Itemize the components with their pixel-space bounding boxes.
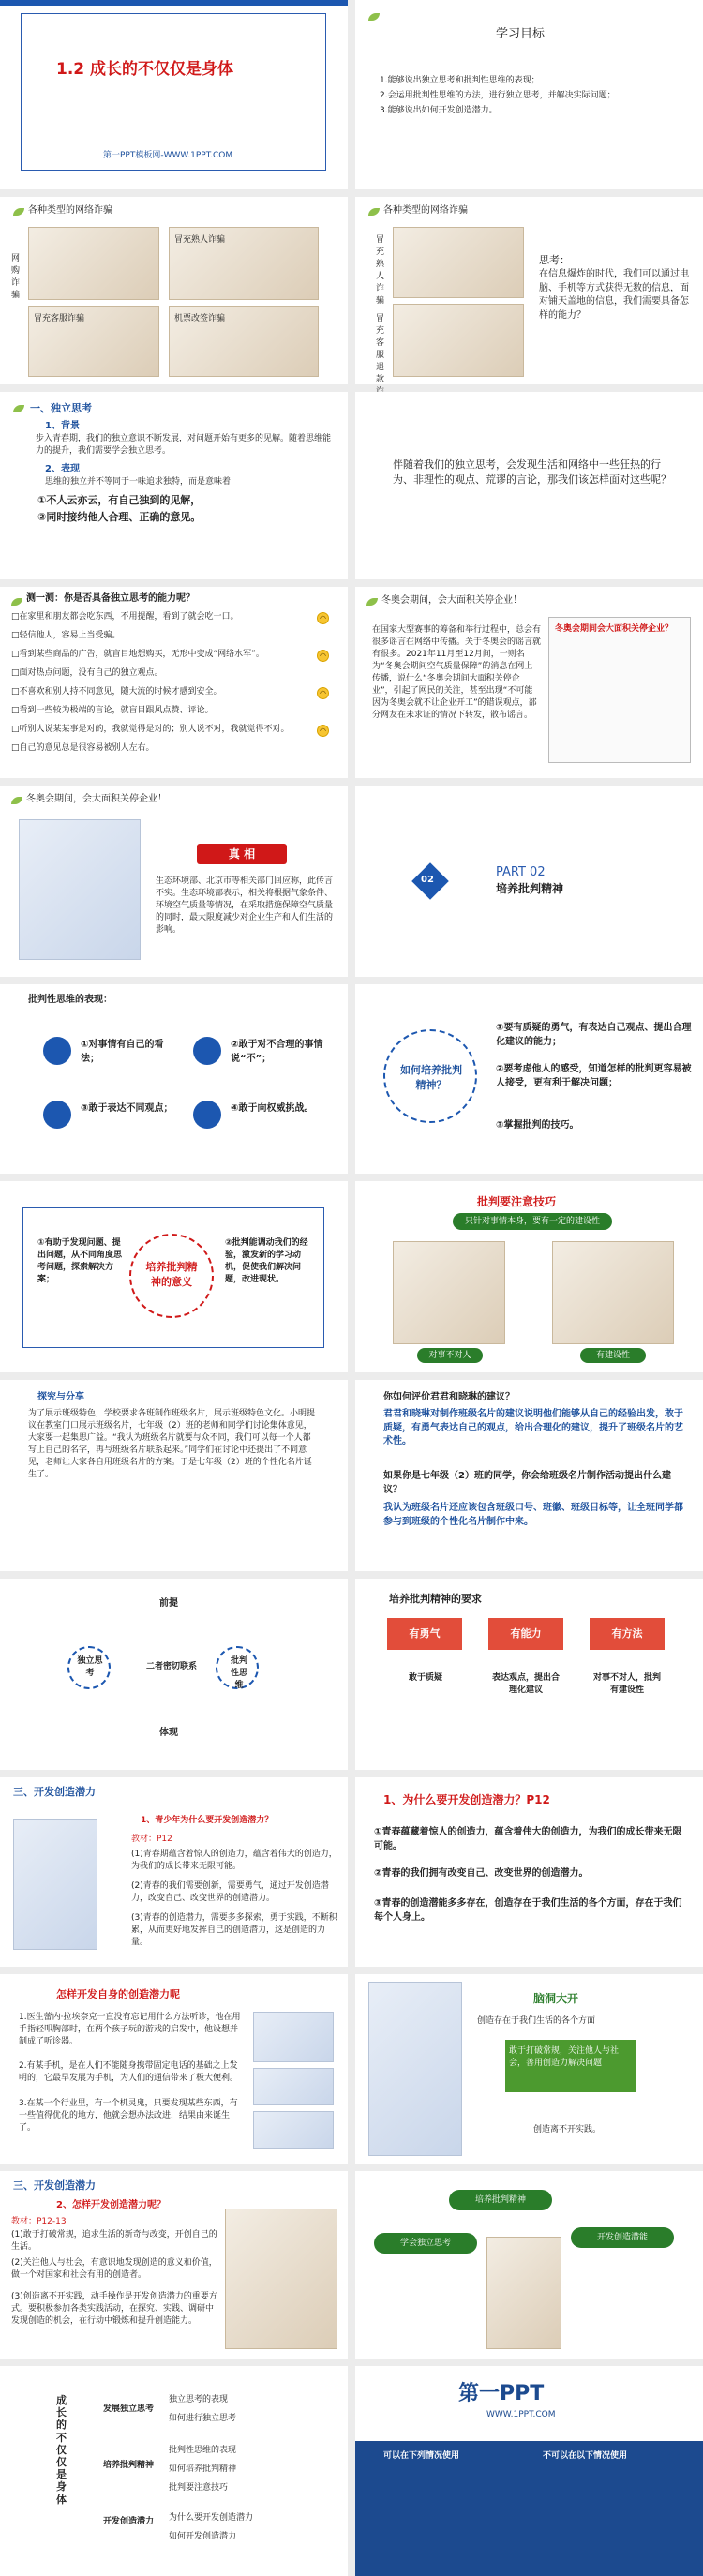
fraud-label: 各种类型的网络诈骗: [28, 205, 112, 216]
why-title: 1、为什么要开发创造潜力？P12: [383, 1793, 550, 1806]
slide-relation[interactable]: [0, 1579, 348, 1770]
leaf-icon: [368, 208, 380, 216]
develop-item: (2)关注他人与社会，有意识地发现创造的意义和价值，做一个对国家和社会有用的创造者。: [11, 2258, 217, 2281]
brainstorm-title: 脑洞大开: [533, 1992, 579, 2005]
why-item: (2)青春的我们需要创新，需要勇气，通过开发创造潜力，改变自己、改变世界的创造潜力。: [131, 1881, 329, 1904]
test-item[interactable]: □听别人说某某事是对的，我就觉得是对的；别人说不对，我就觉得不对。: [11, 725, 290, 734]
leaf-icon: [13, 208, 24, 216]
explore-heading: 探究与分享: [37, 1392, 84, 1402]
license-col1: 可以在下列情况使用: [383, 2451, 460, 2461]
fish-image: [253, 2111, 334, 2149]
how-item: 3.在某一个行业里，有一个机灵鬼，只要发现某些东西，有一些值得优化的地方，他就会想办法改进，结果由来诞生了。: [19, 2099, 238, 2134]
node-circle: [43, 1101, 71, 1129]
why-question: 1、青少年为什么要开发创造潜力？: [141, 1816, 274, 1825]
skills-sub: 只针对事情本身，要有一定的建设性: [453, 1213, 612, 1230]
why-item: (3)青春的创造潜力，需要多多探索，勇于实践，不断积累，从而更好地发挥自己的创造潜力，这是创造的力量。: [131, 1913, 337, 1948]
brainstorm-box: 敢于打破常规，关注他人与社会，善用创造力解决问题: [505, 2040, 636, 2092]
mindmap-leaf: 如何开发创造潜力: [169, 2532, 237, 2541]
req-card: 有勇气: [387, 1618, 462, 1650]
slide-face-opinions[interactable]: [355, 392, 703, 579]
textbook-tag: 教材：P12: [131, 1835, 172, 1844]
mindmap-node: 培养批判精神: [103, 2461, 155, 2470]
why-item: (1)青春期蕴含着惊人的创造力，蕴含着伟大的创造力，为我们的成长带来无限可能。: [131, 1850, 337, 1872]
node-circle: [43, 1037, 71, 1065]
test-item[interactable]: □自己的意见总是很容易被别人左右。: [11, 743, 155, 753]
section-heading: 三、开发创造潜力: [13, 1786, 96, 1798]
slide-title-text: 1.2 成长的不仅仅是身体: [56, 60, 234, 79]
brand-url: WWW.1PPT.COM: [486, 2410, 556, 2419]
document-card: [548, 617, 691, 763]
relation-center: 二者密切联系: [146, 1662, 198, 1671]
truth-badge: 真 相: [197, 844, 287, 864]
req-card: 有方法: [590, 1618, 665, 1650]
slide-meaning[interactable]: [0, 1181, 348, 1372]
think-text: 在信息爆炸的时代，我们可以通过电脑、手机等方式获得无数的信息，面对铺天盖地的信息，我们需要具备怎样的能力？: [539, 269, 689, 321]
slide-self-test[interactable]: [0, 587, 348, 778]
part-title: 培养批判精神: [496, 882, 564, 895]
phone-image: [253, 2068, 334, 2105]
document-title: 冬奥会期间会大面积关停企业？: [555, 624, 674, 634]
fraud-label: 各种类型的网络诈骗: [383, 205, 468, 216]
brainstorm-sub: 创造存在于我们生活的各个方面: [477, 2016, 596, 2026]
fraud-tag: 冒充客服诈骗: [34, 314, 85, 323]
leaf-icon: [368, 13, 380, 21]
relation-left: 独立思考: [77, 1656, 103, 1679]
req-label: 表达观点，提出合理化建议: [491, 1673, 560, 1696]
ex-heading: 2、表现: [45, 464, 80, 474]
slide-title[interactable]: [0, 0, 348, 189]
slide-why-answer[interactable]: [355, 1777, 703, 1967]
stethoscope-image: [253, 2012, 334, 2062]
test-item[interactable]: □轻信他人，容易上当受骗。: [11, 631, 121, 640]
center-circle-text: 如何培养批判精神？: [400, 1064, 462, 1091]
fraud-tag: 机票改签诈骗: [174, 314, 226, 323]
slide-critical-traits[interactable]: [0, 984, 348, 1174]
explore-text: 为了展示班级特色，学校要求各班制作班级名片，展示班级特色文化。小明提议在教室门口展示班级名片，七年级（2）班的老师和同学们讨论集体意见，大家要一起集思广益。“我认为班级名片就要与众不同，我们可以每一个人都写上自己的名字，再与班级名片联系起来。”同学们在讨论中还提出了不同意见，老师让大家各自用班级名片的方案。于是七年级（2）班的个性化名片诞生了。: [28, 1409, 316, 1480]
brainstorm-foot: 创造离不开实践。: [533, 2125, 602, 2134]
how-item: 1.医生蕾内·拉埃奈克一直没有忘记用什么方法听诊，他在用手指轻叩胸部时，在两个孩子玩的游戏的启发中，他设想并制成了听诊器。: [19, 2013, 241, 2047]
trait-item: ①对事情有自己的看法；: [81, 1040, 164, 1064]
fraud-tag: 网购诈骗: [11, 254, 21, 301]
fraud-tag: 冒充客服退款: [376, 314, 385, 385]
slide-mindmap[interactable]: [0, 2366, 348, 2576]
relation-top: 前提: [159, 1598, 178, 1609]
mindmap-leaf: 如何进行独立思考: [169, 2414, 237, 2423]
point-one: ①不人云亦云，有自己独到的见解，: [37, 494, 202, 506]
node-circle: [193, 1037, 221, 1065]
top-bar: [0, 0, 348, 6]
slide-why-potential[interactable]: [0, 1777, 348, 1967]
summary-bubble: 培养批判精神: [449, 2190, 552, 2210]
emoji-icon: ◠: [317, 612, 329, 624]
bg-text: 步入青春期，我们的独立意识不断发展，对问题开始有更多的见解。随着思维能力的提升，我们需要学会独立思考。: [36, 434, 332, 457]
node-circle: [193, 1101, 221, 1129]
how-title: 怎样开发自身的创造潜力呢: [56, 1988, 180, 2000]
eval-question: 你如何评价君君和晓琳的建议？: [383, 1392, 515, 1402]
slide-goals[interactable]: [355, 0, 703, 189]
test-item[interactable]: □不喜欢和别人持不同意见，随大流的时候才感到安全。: [11, 687, 222, 696]
license-col2: 不可以在以下情况使用: [543, 2451, 628, 2461]
slide-summary-tree[interactable]: [355, 2171, 703, 2359]
relation-bottom: 体现: [159, 1728, 178, 1738]
cartoon-image: [393, 227, 524, 298]
meaning-item: ①有助于发现问题、提出问题，从不同角度思考问题，探索解决方案；: [37, 1238, 123, 1285]
slide-rumor[interactable]: [355, 587, 703, 778]
slide-footer: 第一PPT模板网-WWW.1PPT.COM: [103, 151, 233, 160]
think-heading: 思考：: [539, 254, 570, 266]
test-item[interactable]: □面对热点问题，没有自己的独立观点。: [11, 668, 163, 678]
slide-truth[interactable]: [0, 786, 348, 977]
leaf-icon: [11, 598, 22, 606]
test-title: 测一测：你是否具备独立思考的能力呢？: [26, 593, 195, 604]
cartoon-image: [552, 1241, 674, 1344]
slide-skills[interactable]: [355, 1181, 703, 1372]
req-label: 对事不对人，批判有建设性: [592, 1673, 661, 1696]
slide-explore[interactable]: [0, 1380, 348, 1571]
fraud-tag: 冒充熟人诈骗: [174, 235, 226, 245]
cartoon-image: [393, 304, 524, 377]
how-item: ①要有质疑的勇气，有表达自己观点、提出合理化建议的能力；: [496, 1023, 692, 1047]
slide-fraud-think[interactable]: [355, 197, 703, 384]
truth-label: 冬奥会期间，会大面积关停企业！: [26, 794, 167, 804]
test-item[interactable]: □看到一些较为极端的言论，就盲目跟风点赞、评论。: [11, 706, 214, 715]
how-item: 2.有某手机，是在人们不能随身携带固定电话的基础之上发明的，它最早发展为手机，为人们的通信带来了极大便利。: [19, 2061, 239, 2084]
test-item[interactable]: □看到某些商品的广告，就盲目地想购买，无形中变成“网络水军”。: [11, 650, 264, 659]
mindmap-node: 发展独立思考: [103, 2404, 155, 2414]
slide-evaluate[interactable]: [355, 1380, 703, 1571]
why-answer-item: ①青春蕴藏着惊人的创造力，蕴含着伟大的创造力，为我们的成长带来无限可能。: [374, 1827, 682, 1851]
req-title: 培养批判精神的要求: [389, 1593, 482, 1605]
req-card: 有能力: [488, 1618, 563, 1650]
relation-right: 批判性思维: [230, 1656, 247, 1691]
mindmap-root: 成长的不仅仅是身体: [56, 2394, 67, 2506]
summary-bubble: 学会独立思考: [374, 2233, 477, 2254]
goal-item: 1.能够说出独立思考和批判性思维的表现；: [380, 76, 540, 85]
summary-bubble: 开发创造潜能: [571, 2227, 674, 2248]
goal-item: 2.会运用批判性思维的方法，进行独立思考，并解决实际问题；: [380, 91, 616, 100]
slide-requirements[interactable]: [355, 1579, 703, 1770]
goal-item: 3.能够说出如何开发创造潜力。: [380, 106, 498, 115]
tree-image: [486, 2237, 561, 2349]
slide-how-potential[interactable]: [0, 1974, 348, 2164]
develop-item: (3)创造离不开实践，动手操作是开发创造潜力的重要方式。要积极参加各类实践活动，在探究、实践、调研中发现创造的机会，在行动中锻炼和提升创造能力。: [11, 2292, 217, 2327]
ex-text: 思维的独立并不等同于一味追求独特，而是意味着: [45, 477, 232, 487]
center-circle-text: 培养批判精神的意义: [145, 1261, 198, 1288]
why-answer-item: ②青春的我们拥有改变自己、改变世界的创造潜力。: [374, 1868, 589, 1879]
slide-brainstorm[interactable]: [355, 1974, 703, 2164]
mindmap-leaf: 为什么要开发创造潜力: [169, 2513, 254, 2523]
slide-how-critical[interactable]: [355, 984, 703, 1174]
emoji-icon: ◠: [317, 650, 329, 662]
traits-label: 批判性思维的表现：: [28, 995, 112, 1005]
slide-license[interactable]: [355, 2366, 703, 2576]
develop-item: (1)敢于打破常规，追求生活的新奇与改变，开创自己的生活。: [11, 2230, 217, 2253]
goals-heading: 学习目标: [496, 27, 546, 41]
trait-item: ④敢于向权威挑战。: [231, 1103, 314, 1114]
leaf-icon: [11, 797, 22, 804]
test-item[interactable]: □在家里和朋友都会吃东西，不用提醒，看到了就会吃一口。: [11, 612, 239, 622]
mindmap-leaf: 批判性思维的表现: [169, 2446, 237, 2455]
why-answer-item: ③青春的创造潜能多多存在，创造存在于我们生活的各个方面，存在于我们每个人身上。: [374, 1898, 682, 1923]
mindmap-leaf: 如何培养批判精神: [169, 2464, 237, 2474]
brand-logo: 第一PPT: [458, 2382, 545, 2405]
leaf-icon: [366, 598, 378, 606]
panda-image: [368, 1982, 462, 2156]
emoji-icon: ◠: [317, 687, 329, 699]
mindmap-node: 开发创造潜力: [103, 2517, 155, 2526]
news-image: [19, 819, 141, 960]
req-label: 敢于质疑: [408, 1673, 442, 1683]
fraud-tag: 冒充熟人诈骗: [376, 235, 385, 307]
rumor-text: 在国家大型赛事的筹备和举行过程中，总会有很多谣言在网络中传播。关于冬奥会的谣言就有很多。2021年11月至12月间，一则名为“冬奥会期间空气质量保障”的消息在网上传播，说什么“冬奥会期间大面积关停企业”，引起了网民的关注，甚至出现“不可能因为冬奥会就不让企业开工”的错误观点，部分网友在未求证的情况下转发，散布谣言。: [372, 625, 542, 721]
truth-text: 生态环境部、北京市等相关部门回应称，此传言不实。生态环境部表示，相关将根据气象条件、环境空气质量等情况，在采取措施保障空气质量的同时，最大限度减少对企业生产和人们生活的影响。: [156, 876, 334, 936]
textbook-tag: 教材：P12-13: [11, 2217, 67, 2226]
meaning-item: ②批判能调动我们的经验，激发新的学习动机，促使我们解决问题，改进现状。: [225, 1238, 308, 1285]
emoji-icon: ◠: [317, 725, 329, 737]
how-item: ③掌握批判的技巧。: [496, 1120, 579, 1131]
skill-label: 对事不对人: [417, 1348, 483, 1363]
bg-heading: 1、背景: [45, 421, 80, 431]
mindmap-leaf: 批判要注意技巧: [169, 2483, 229, 2493]
eval-answer: 君君和晓琳对制作班级名片的建议说明他们能够从自己的经验出发，敢于质疑，有勇气表达自己的观点，给出合理化的建议，提升了班级名片的艺术性。: [383, 1409, 683, 1446]
question-text: 伴随着我们的独立思考，会发现生活和网络中一些狂热的行为、非理性的观点、荒谬的言论，那我们该怎样面对这些呢？: [393, 458, 671, 486]
point-two: ②同时接纳他人合理、正确的意见。: [37, 511, 202, 523]
slide-how-develop[interactable]: [0, 2171, 348, 2359]
develop-question: 2、怎样开发创造潜力呢？: [56, 2200, 166, 2210]
title-frame: [21, 13, 326, 171]
student-image: [225, 2209, 337, 2349]
mindmap-leaf: 独立思考的表现: [169, 2395, 229, 2404]
part-label: PART 02: [496, 865, 546, 879]
tablet-image: [13, 1819, 97, 1950]
leaf-icon: [13, 405, 24, 412]
skill-label: 有建设性: [580, 1348, 646, 1363]
cartoon-image: [28, 227, 159, 300]
trait-item: ②敢于对不合理的事情说“不”；: [231, 1040, 323, 1064]
section-heading: 三、开发创造潜力: [13, 2179, 96, 2192]
cartoon-image: [393, 1241, 505, 1344]
slide-fraud-types[interactable]: [0, 197, 348, 384]
part-number: 02: [421, 875, 434, 885]
slide-part02[interactable]: [355, 786, 703, 977]
eval-question: 如果你是七年级（2）班的同学，你会给班级名片制作活动提出什么建议？: [383, 1471, 671, 1495]
slide-independent-thinking[interactable]: [0, 392, 348, 579]
eval-answer: 我认为班级名片还应该包含班级口号、班徽、班级目标等，让全班同学都参与到班级的个性化名片制作中来。: [383, 1503, 683, 1527]
section-heading: 一、独立思考: [30, 402, 92, 414]
skills-title: 批判要注意技巧: [477, 1195, 557, 1208]
how-item: ②要考虑他人的感受，知道怎样的批判更容易被人接受，更有利于解决问题；: [496, 1064, 692, 1088]
trait-item: ③敢于表达不同观点；: [81, 1103, 173, 1114]
rumor-label: 冬奥会期间，会大面积关停企业！: [381, 595, 522, 606]
